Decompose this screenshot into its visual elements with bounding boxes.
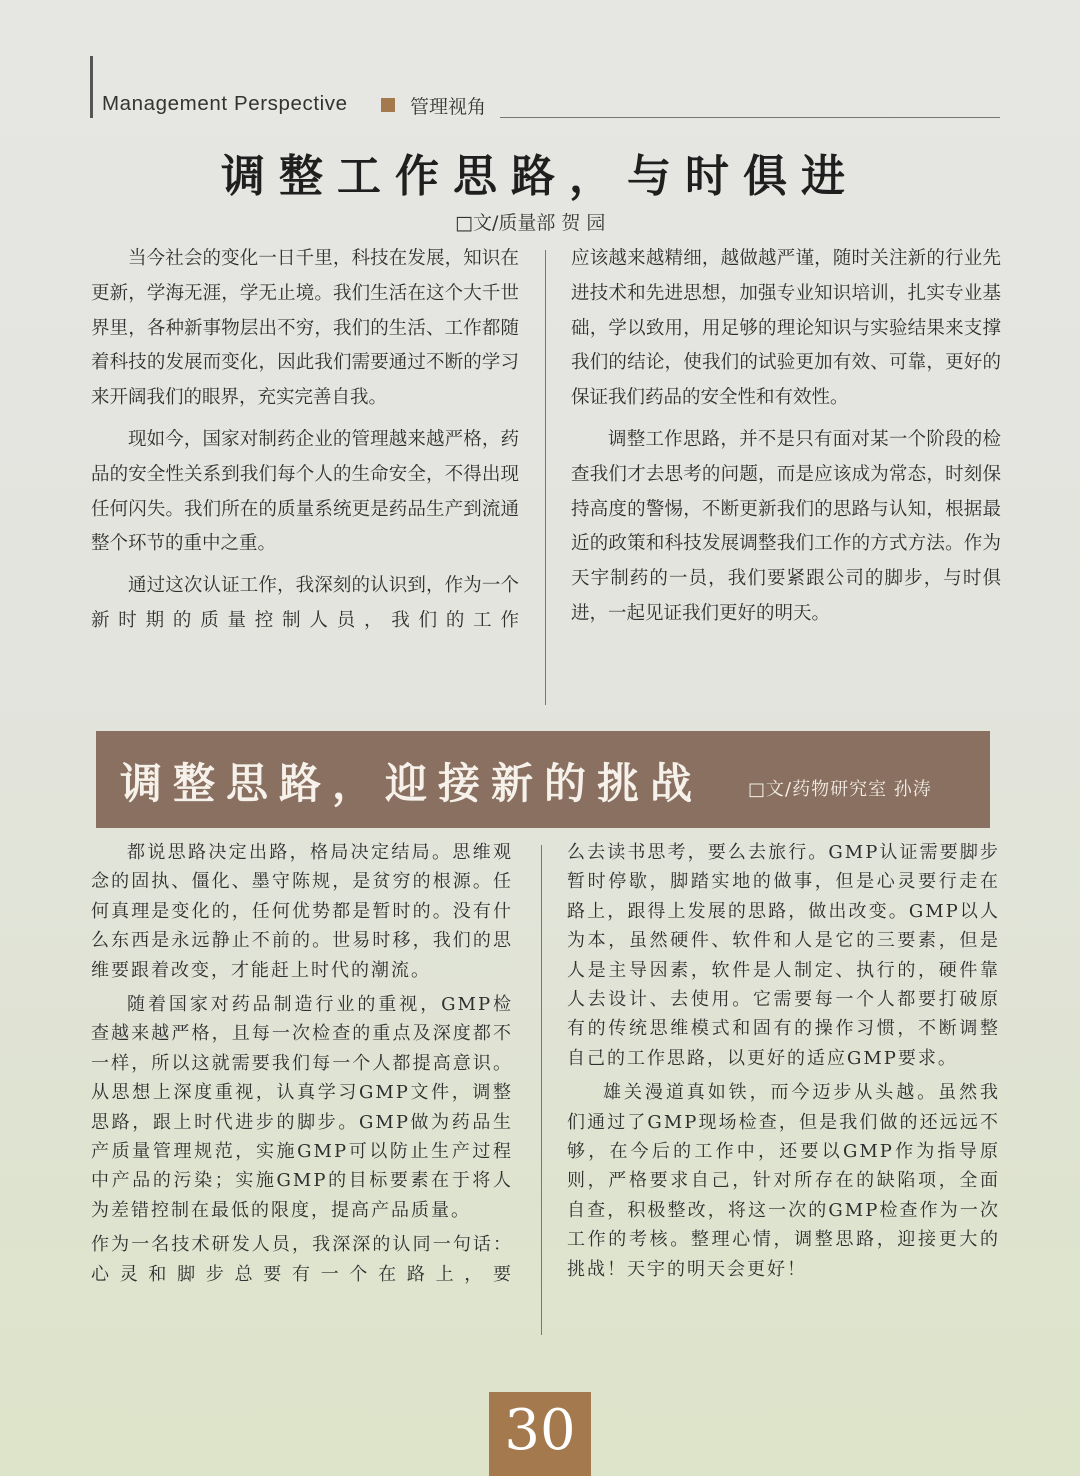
column-divider (541, 845, 542, 1335)
paragraph: 都说思路决定出路，格局决定结局。思维观念的固执、僵化、墨守陈规，是贫穷的根源。任何真理是变化的，任何优势都是暂时的。没有什么东西是永远静止不前的。世易时移，我们的思维要跟着改变，才能赶上时代的潮流。 (91, 842, 514, 981)
paragraph: 雄关漫道真如铁，而今迈步从头越。虽然我们通过了GMP现场检查，但是我们做的还远远不够，在今后的工作中，还要以GMP作为指导原则，严格要求自己，针对所存在的缺陷项，全面自查，积极整改，将这一次的GMP检查作为一次工作的考核。整理心情，调整思路，迎接更大的挑战！天宇的明天会更好！ (567, 1082, 1001, 1280)
article1-byline: □文/质量部 贺 园 (455, 212, 606, 234)
section-title-cn: 管理视角 (410, 96, 487, 118)
header-rule (500, 117, 1000, 118)
paragraph: 调整工作思路，并不是只有面对某一个阶段的检查我们才去思考的问题，而是应该成为常态，时刻保持高度的警惕，不断更新我们的思路与认知，根据最近的政策和科技发展调整我们工作的方式方法。作为天宇制药的一员，我们要紧跟公司的脚步，与时俱进，一起见证我们更好的明天。 (571, 428, 1001, 624)
paragraph: 通过这次认证工作，我深刻的认识到，作为一个新时期的质量控制人员，我们的工作 (91, 575, 519, 631)
column-divider (545, 250, 546, 705)
article1-column-left (91, 242, 519, 639)
article2-column-left (91, 838, 513, 1289)
paragraph: 随着国家对药品制造行业的重视，GMP检查越来越严格，且每一次检查的重点及深度都不一样，所以这就需要我们每一个人都提高意识。从思想上深度重视，认真学习GMP文件，调整思路，跟上时代进步的脚步。GMP做为药品生产质量管理规范，实施GMP可以防止生产过程中产品的污染；实施GMP的目标要素在于将人为差错控制在最低的限度，提高产品质量。 (91, 994, 514, 1221)
article2-column-right (567, 838, 1000, 1284)
article1-column-right (571, 242, 1001, 632)
section-title-en: Management Perspective (102, 92, 348, 115)
article2-title-banner (96, 731, 990, 828)
section-marker-square (381, 98, 395, 112)
article1-title: 调整工作思路，与时俱进 (221, 151, 859, 202)
paragraph: 应该越来越精细，越做越严谨，随时关注新的行业先进技术和先进思想，加强专业知识培训，扎实专业基础，学以致用，用足够的理论知识与实验结果来支撑我们的结论，使我们的试验更加有效、可靠，更好的保证我们药品的安全性和有效性。 (571, 248, 1001, 409)
paragraph: 么去读书思考，要么去旅行。GMP认证需要脚步暂时停歇，脚踏实地的做事，但是心灵要行走在路上，跟得上发展的思路，做出改变。GMP以人为本，虽然硬件、软件和人是它的三要素，但是人是主导因素，软件是人制定、执行的，硬件靠人去设计、去使用。它需要每一个人都要打破原有的传统思维模式和固有的操作习惯，不断调整自己的工作思路，以更好的适应GMP要求。 (567, 842, 1001, 1069)
paragraph: 现如今，国家对制药企业的管理越来越严格，药品的安全性关系到我们每个人的生命安全，不得出现任何闪失。我们所在的质量系统更是药品生产到流通整个环节的重中之重。 (91, 428, 519, 555)
article2-title: 调整思路，迎接新的挑战 (120, 759, 704, 808)
article2-byline: □文/药物研究室 孙涛 (748, 779, 932, 800)
paragraph: 作为一名技术研发人员，我深深的认同一句话：心灵和脚步总要有一个在路上，要 (91, 1234, 514, 1285)
page-number-box (489, 1392, 591, 1476)
header-vertical-line (90, 56, 93, 118)
page-number: 30 (504, 1398, 576, 1463)
paragraph: 当今社会的变化一日千里，科技在发展，知识在更新，学海无涯，学无止境。我们生活在这个大千世界里，各种新事物层出不穷，我们的生活、工作都随着科技的发展而变化，因此我们需要通过不断的学习来开阔我们的眼界，充实完善自我。 (91, 248, 519, 409)
